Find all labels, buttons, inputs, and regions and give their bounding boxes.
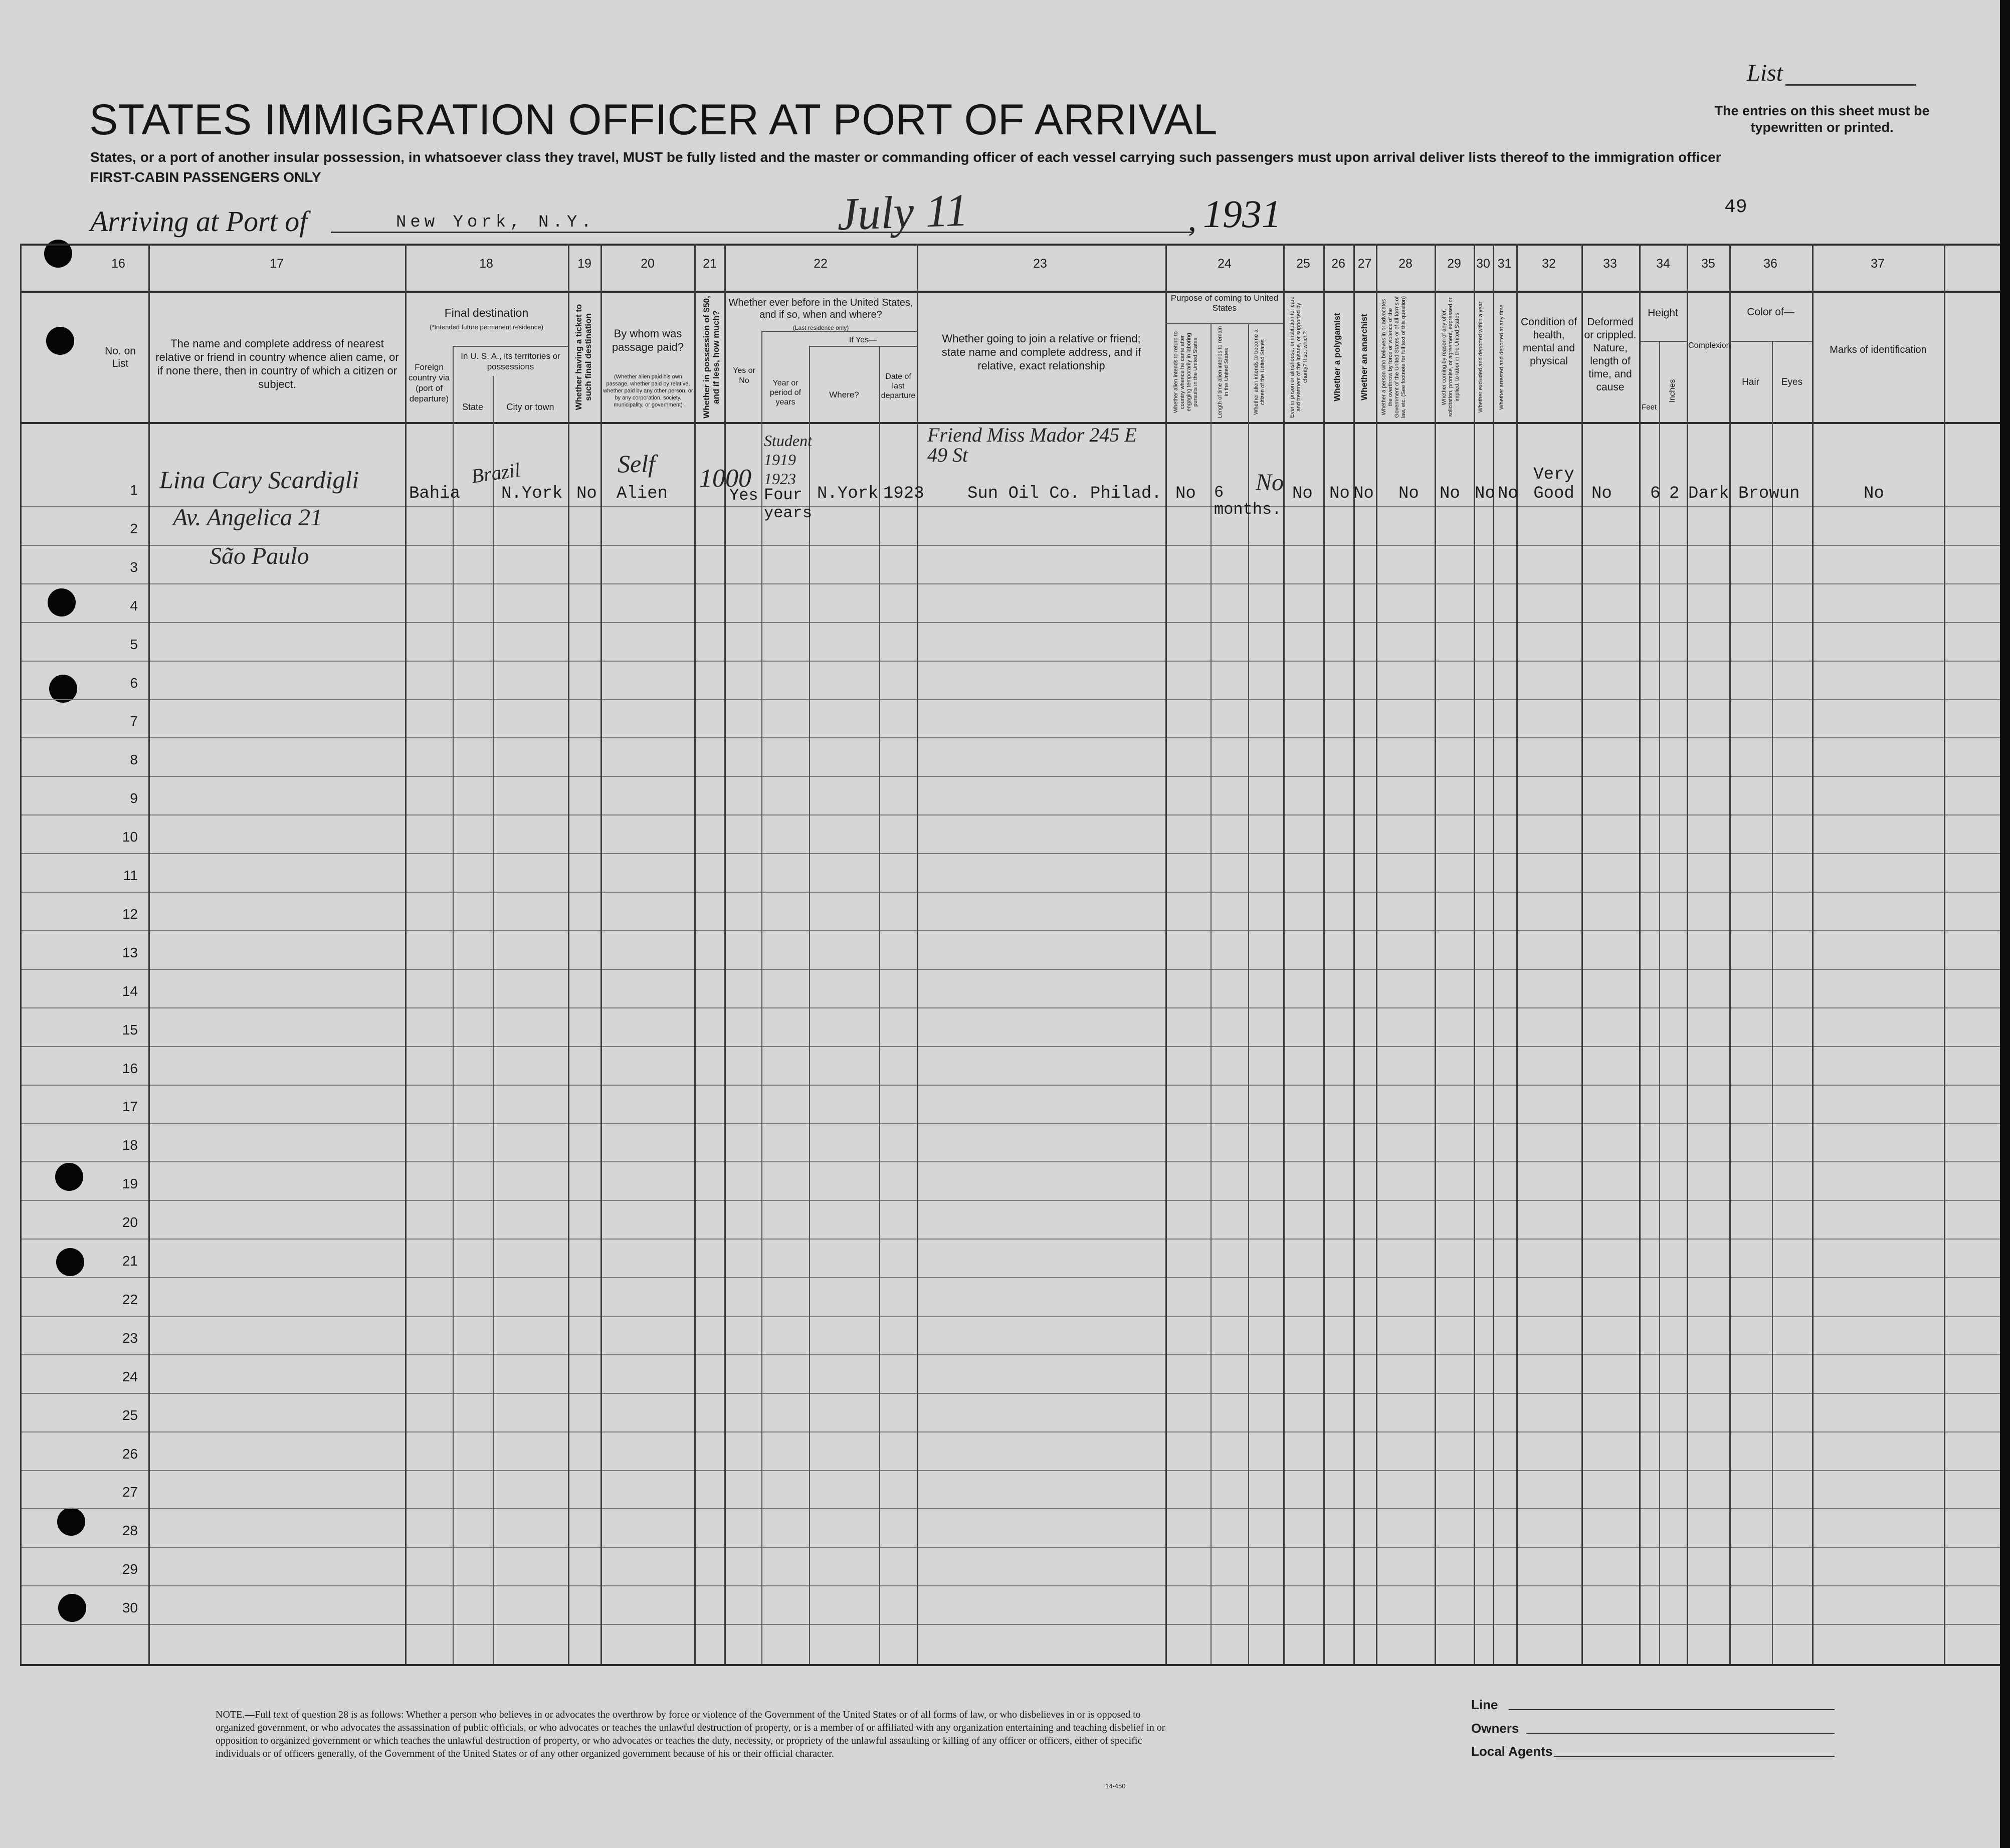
header-date-last-departure: Date of last departure	[881, 372, 916, 400]
line-label: Line	[1471, 1697, 1498, 1712]
column-line	[1812, 244, 1814, 1664]
row-line	[20, 583, 2000, 584]
header-excluded: Whether excluded and deported within a year	[1478, 301, 1484, 413]
column-line	[1165, 244, 1167, 1664]
row-number: 18	[122, 1137, 138, 1153]
column-line	[20, 244, 22, 1664]
column-number: 30	[1476, 257, 1490, 271]
column-number: 24	[1218, 257, 1232, 271]
column-line	[1283, 244, 1285, 1664]
header-inches: Inches	[1668, 379, 1677, 403]
date-comma: ,	[1188, 200, 1196, 238]
entry-citizen: No	[1256, 469, 1284, 496]
binder-hole	[46, 327, 74, 355]
column-number: 36	[1763, 257, 1777, 271]
column-number: 18	[479, 257, 493, 271]
row-number: 2	[130, 520, 138, 536]
row-number: 1	[130, 482, 138, 498]
header-prison: Ever in prison or almshouse, or institution for care and treatment of the insane, or supported by charity? If so, which?	[1289, 296, 1308, 418]
row-line	[20, 1431, 2000, 1432]
header-yes-or-no: Yes or No	[733, 366, 755, 385]
header-foreign-country: Foreign country via (port of departure)	[408, 362, 450, 403]
column-line	[1435, 244, 1436, 1664]
header-overthrow: Whether a person who believes in or advocates the overthrow by force or violence of the Government of the United States or of all forms of law, etc. (See footnote for full text of this question)	[1381, 296, 1406, 419]
entry-health: Very Good	[1533, 465, 1574, 503]
header-color-of: Color of—	[1747, 306, 1794, 318]
row-number: 8	[130, 752, 138, 768]
instructions-text: States, or a port of another insular possession, in whatsoever class they travel, MUST be fully listed and the master or commanding officer of each vessel carrying such passengers must upon arrival deliver lists thereof to the immigration officer	[90, 149, 1721, 165]
owners-field	[1526, 1733, 1835, 1734]
row-number: 30	[122, 1600, 138, 1616]
row-line	[20, 1393, 2000, 1394]
row-number: 17	[122, 1099, 138, 1115]
column-number: 20	[641, 257, 655, 271]
row-number: 12	[122, 906, 138, 922]
row-number: 26	[122, 1446, 138, 1462]
list-number-line	[1785, 84, 1916, 86]
column-line	[1376, 244, 1377, 1664]
entry-prison: No	[1292, 484, 1313, 503]
row-number: 24	[122, 1368, 138, 1384]
entry-deformed: No	[1591, 484, 1612, 503]
binder-hole	[55, 1163, 83, 1191]
column-line	[1323, 244, 1325, 1664]
arriving-label: Arriving at Port of	[90, 205, 308, 238]
column-line	[724, 244, 726, 1664]
entry-departure: 1923	[883, 484, 924, 503]
row-line	[20, 1161, 2000, 1162]
column-line	[1474, 244, 1475, 1664]
binder-hole	[48, 588, 76, 617]
column-line	[405, 244, 407, 1664]
header-eyes: Eyes	[1781, 377, 1803, 387]
entry-state-handwritten: Brazil	[470, 458, 522, 488]
header-purpose: Purpose of coming to United States	[1170, 293, 1279, 313]
header-final-destination-note: (*Intended future permanent residence)	[430, 323, 543, 331]
row-number: 13	[122, 944, 138, 960]
local-agents-field	[1554, 1756, 1835, 1757]
row-line	[20, 814, 2000, 815]
arrival-year: 1931	[1203, 192, 1281, 236]
row-line	[20, 1085, 2000, 1086]
row-line	[20, 776, 2000, 777]
header-if-yes: If Yes—	[849, 336, 877, 344]
entry-city: N.York	[501, 484, 563, 503]
row-number: 22	[122, 1291, 138, 1307]
header-last-residence: (Last residence only)	[792, 324, 849, 331]
column-number: 22	[814, 257, 828, 271]
column-line	[1729, 244, 1731, 1664]
arrival-port: New York, N.Y.	[396, 213, 595, 232]
entry-anarchist: No	[1353, 484, 1374, 503]
column-line	[1248, 323, 1249, 1664]
row-line	[20, 1123, 2000, 1124]
local-agents-label: Local Agents	[1471, 1744, 1553, 1759]
column-line	[600, 244, 602, 1664]
header-citizen-intent: Whether alien intends to become a citizen of the United States	[1253, 329, 1266, 415]
header-marks-identification: Marks of identification	[1830, 344, 1927, 355]
row-number: 20	[122, 1214, 138, 1230]
row-number: 10	[122, 829, 138, 845]
typewritten-notice: The entries on this sheet must be typewritten or printed.	[1714, 103, 1930, 135]
column-number: 37	[1871, 257, 1885, 271]
row-line	[20, 1624, 2000, 1625]
header-join-relative: Whether going to join a relative or friend; state name and complete address, and if relative, exact relationship	[941, 332, 1141, 372]
page-title: STATES IMMIGRATION OFFICER AT PORT OF ARRIVAL	[89, 96, 1218, 144]
column-line	[1211, 323, 1212, 1664]
header-arrested: Whether arrested and deported at any time	[1499, 304, 1505, 410]
footnote-question-28: NOTE.—Full text of question 28 is as follows: Whether a person who believes in or advocates the overthrow by force or violence of the Government of the United States or of all forms of law, or who disbelieves in or is opposed to organized government, or who advocates the assassination of public officials, or who advocates or teaches the unlawful destruction of property, or is a member of or affiliated with any organization entertaining and teaching disbelief in or opposition to organized government or which teaches the unlawful destruction of property, or who advocates or teaches the duty, necessity, or propriety of the unlawful assaulting or killing of any officer or officers, either of specific individuals or of officers generally, of the Government of the United States or of any other organized government because of his or their official character.	[216, 1709, 1165, 1759]
relative-city-handwritten: São Paulo	[210, 543, 309, 569]
row-line	[20, 853, 2000, 854]
header-length-of-stay: Length of time alien intends to remain in the United States	[1217, 326, 1230, 419]
header-complexion: Complexion	[1688, 341, 1731, 350]
cabin-class-label: FIRST-CABIN PASSENGERS ONLY	[90, 169, 321, 185]
column-number: 28	[1398, 257, 1413, 271]
entry-money: 1000	[699, 464, 751, 493]
row-line	[20, 545, 2000, 546]
column-line	[879, 346, 880, 1664]
column-number: 34	[1656, 257, 1670, 271]
entry-marks: No	[1864, 484, 1884, 503]
row-line	[20, 1508, 2000, 1509]
header-no-on-list: No. on List	[105, 345, 136, 369]
header-where: Where?	[829, 390, 859, 399]
row-number: 27	[122, 1484, 138, 1500]
row-number: 3	[130, 559, 138, 575]
row-line	[20, 1046, 2000, 1047]
row-number: 21	[122, 1253, 138, 1269]
entry-passage-handwritten: Self	[618, 450, 655, 478]
entry-return: No	[1175, 484, 1196, 503]
header-offer: Whether coming by reason of any offer, solicitation, promise, or agreement, expressed or implied, to labor in the United States	[1441, 297, 1460, 417]
column-line	[148, 244, 150, 1664]
row-number: 19	[122, 1176, 138, 1192]
header-deformed: Deformed or crippled. Nature, length of time, and cause	[1584, 316, 1637, 393]
row-number: 25	[122, 1407, 138, 1423]
column-number: 26	[1331, 257, 1345, 271]
row-number: 4	[130, 597, 138, 613]
relative-street-handwritten: Av. Angelica 21	[173, 504, 323, 531]
entry-overthrow: No	[1398, 484, 1419, 503]
entry-join-typed: Sun Oil Co. Philad.	[967, 484, 1162, 503]
column-number: 25	[1296, 257, 1310, 271]
relative-name-handwritten: Lina Cary Scardigli	[159, 466, 359, 494]
entry-period-typed: Four years	[764, 486, 813, 522]
header-ticket: Whether having a ticket to such final destination	[574, 304, 593, 410]
form-number: 14-450	[1105, 1782, 1126, 1790]
row-line	[20, 622, 2000, 623]
row-line	[20, 1547, 2000, 1548]
column-line	[1516, 244, 1518, 1664]
row-number: 14	[122, 983, 138, 999]
header-polygamist: Whether a polygamist	[1332, 313, 1342, 401]
entry-excluded: No	[1475, 484, 1495, 503]
list-label: List	[1747, 60, 1783, 86]
column-line	[1353, 244, 1355, 1664]
scan-border	[2000, 0, 2010, 1848]
column-line	[1772, 341, 1773, 1664]
column-line	[809, 346, 810, 1664]
row-number: 7	[130, 713, 138, 729]
column-number: 32	[1542, 257, 1556, 271]
row-number: 11	[123, 868, 138, 883]
row-line	[20, 1277, 2000, 1278]
entry-ticket: No	[576, 484, 597, 503]
header-nearest-relative: The name and complete address of nearest relative or friend in country whence alien came, or if none there, then in country of which a citizen or subject.	[155, 337, 399, 390]
arrival-date-handwritten: July 11	[836, 184, 969, 240]
header-passage-paid: By whom was passage paid?	[612, 327, 684, 353]
row-line	[20, 1585, 2000, 1586]
column-number: 33	[1603, 257, 1617, 271]
entry-passage-typed: Alien	[617, 484, 668, 503]
binder-hole	[56, 1248, 84, 1276]
column-number: 29	[1447, 257, 1461, 271]
row-number: 15	[122, 1021, 138, 1038]
entry-arrested: No	[1498, 484, 1518, 503]
column-number: 21	[703, 257, 717, 271]
subheader-rule	[1729, 341, 1812, 342]
line-field	[1509, 1709, 1835, 1710]
entry-feet: 6	[1650, 484, 1661, 503]
entry-foreign-country: Bahia	[409, 484, 461, 503]
row-line	[20, 1316, 2000, 1317]
sheet-number: 49	[1724, 196, 1747, 218]
table-bottom-rule	[20, 1664, 2000, 1666]
entry-polygamist: No	[1329, 484, 1350, 503]
row-line	[20, 699, 2000, 700]
column-line	[1659, 341, 1660, 1664]
column-number: 31	[1497, 257, 1512, 271]
header-feet: Feet	[1641, 403, 1657, 412]
row-line	[20, 969, 2000, 970]
subheader-rule	[1639, 341, 1687, 342]
header-city-or-town: City or town	[506, 402, 554, 412]
column-line	[453, 346, 454, 1664]
column-number: 35	[1701, 257, 1715, 271]
owners-label: Owners	[1471, 1721, 1519, 1736]
column-line	[1687, 244, 1688, 1664]
row-number: 29	[122, 1561, 138, 1577]
entry-complexion: Dark	[1688, 484, 1729, 503]
binder-hole	[58, 1594, 86, 1622]
entry-period-handwritten: Student 1919 1923	[764, 432, 812, 488]
row-number: 23	[122, 1330, 138, 1346]
header-health: Condition of health, mental and physical	[1520, 316, 1577, 367]
row-line	[20, 1354, 2000, 1355]
column-number: 17	[270, 257, 284, 271]
column-number: 27	[1357, 257, 1372, 271]
column-line	[568, 244, 569, 1664]
entry-inches: 2	[1669, 484, 1680, 503]
row-number: 5	[130, 636, 138, 652]
header-hair: Hair	[1742, 377, 1759, 387]
column-line	[493, 376, 494, 1664]
row-line	[20, 737, 2000, 738]
column-number: 16	[111, 257, 125, 271]
header-passage-note: (Whether alien paid his own passage, whether paid by relative, whether paid by any other person, or by any corporation, society, municipality, or government)	[603, 374, 693, 408]
arrival-underline	[331, 232, 1193, 233]
column-line	[761, 331, 762, 1664]
column-line	[694, 244, 696, 1664]
entry-length-of-stay: 6 months.	[1214, 483, 1282, 519]
row-line	[20, 930, 2000, 931]
entry-offer: No	[1440, 484, 1460, 503]
row-number: 9	[130, 790, 138, 806]
column-number: 23	[1033, 257, 1047, 271]
header-ever-before: Whether ever before in the United States, and if so, when and where?	[728, 297, 913, 320]
entry-before-yes: Yes	[729, 486, 758, 505]
header-return-intent: Whether alien intends to return to country whence he came after engaging temporarily in laboring pursuits in the United States	[1173, 331, 1198, 413]
column-line	[1493, 244, 1494, 1664]
row-number: 6	[130, 675, 138, 691]
entry-join-handwritten: Friend Miss Mador 245 E 49 St	[927, 424, 1137, 466]
subheader-rule	[453, 346, 568, 347]
column-line	[1944, 244, 1945, 1664]
row-line	[20, 892, 2000, 893]
header-money: Whether in possession of $50, and if less, how much?	[702, 296, 721, 419]
table-top-rule	[20, 244, 2000, 246]
row-number: 28	[122, 1523, 138, 1539]
column-line	[917, 244, 918, 1664]
column-number-rule	[20, 291, 2000, 293]
header-height: Height	[1648, 307, 1678, 319]
header-anarchist: Whether an anarchist	[1359, 314, 1369, 400]
header-state: State	[462, 402, 484, 412]
row-line	[20, 661, 2000, 662]
entry-where: N.York	[817, 484, 879, 503]
row-line	[20, 1470, 2000, 1471]
subheader-rule	[1165, 323, 1283, 324]
column-line	[1581, 244, 1583, 1664]
header-in-usa: In U. S. A., its territories or possessions	[461, 351, 560, 371]
row-line	[20, 1007, 2000, 1008]
column-number: 19	[577, 257, 591, 271]
binder-hole	[57, 1508, 85, 1536]
column-line	[1639, 244, 1641, 1664]
header-final-destination: Final destination	[444, 306, 529, 319]
row-line	[20, 1200, 2000, 1201]
row-line	[20, 1239, 2000, 1240]
row-number: 16	[122, 1060, 138, 1076]
header-year-period: Year or period of years	[769, 379, 801, 406]
entry-hair-eyes: Browun	[1738, 484, 1800, 503]
